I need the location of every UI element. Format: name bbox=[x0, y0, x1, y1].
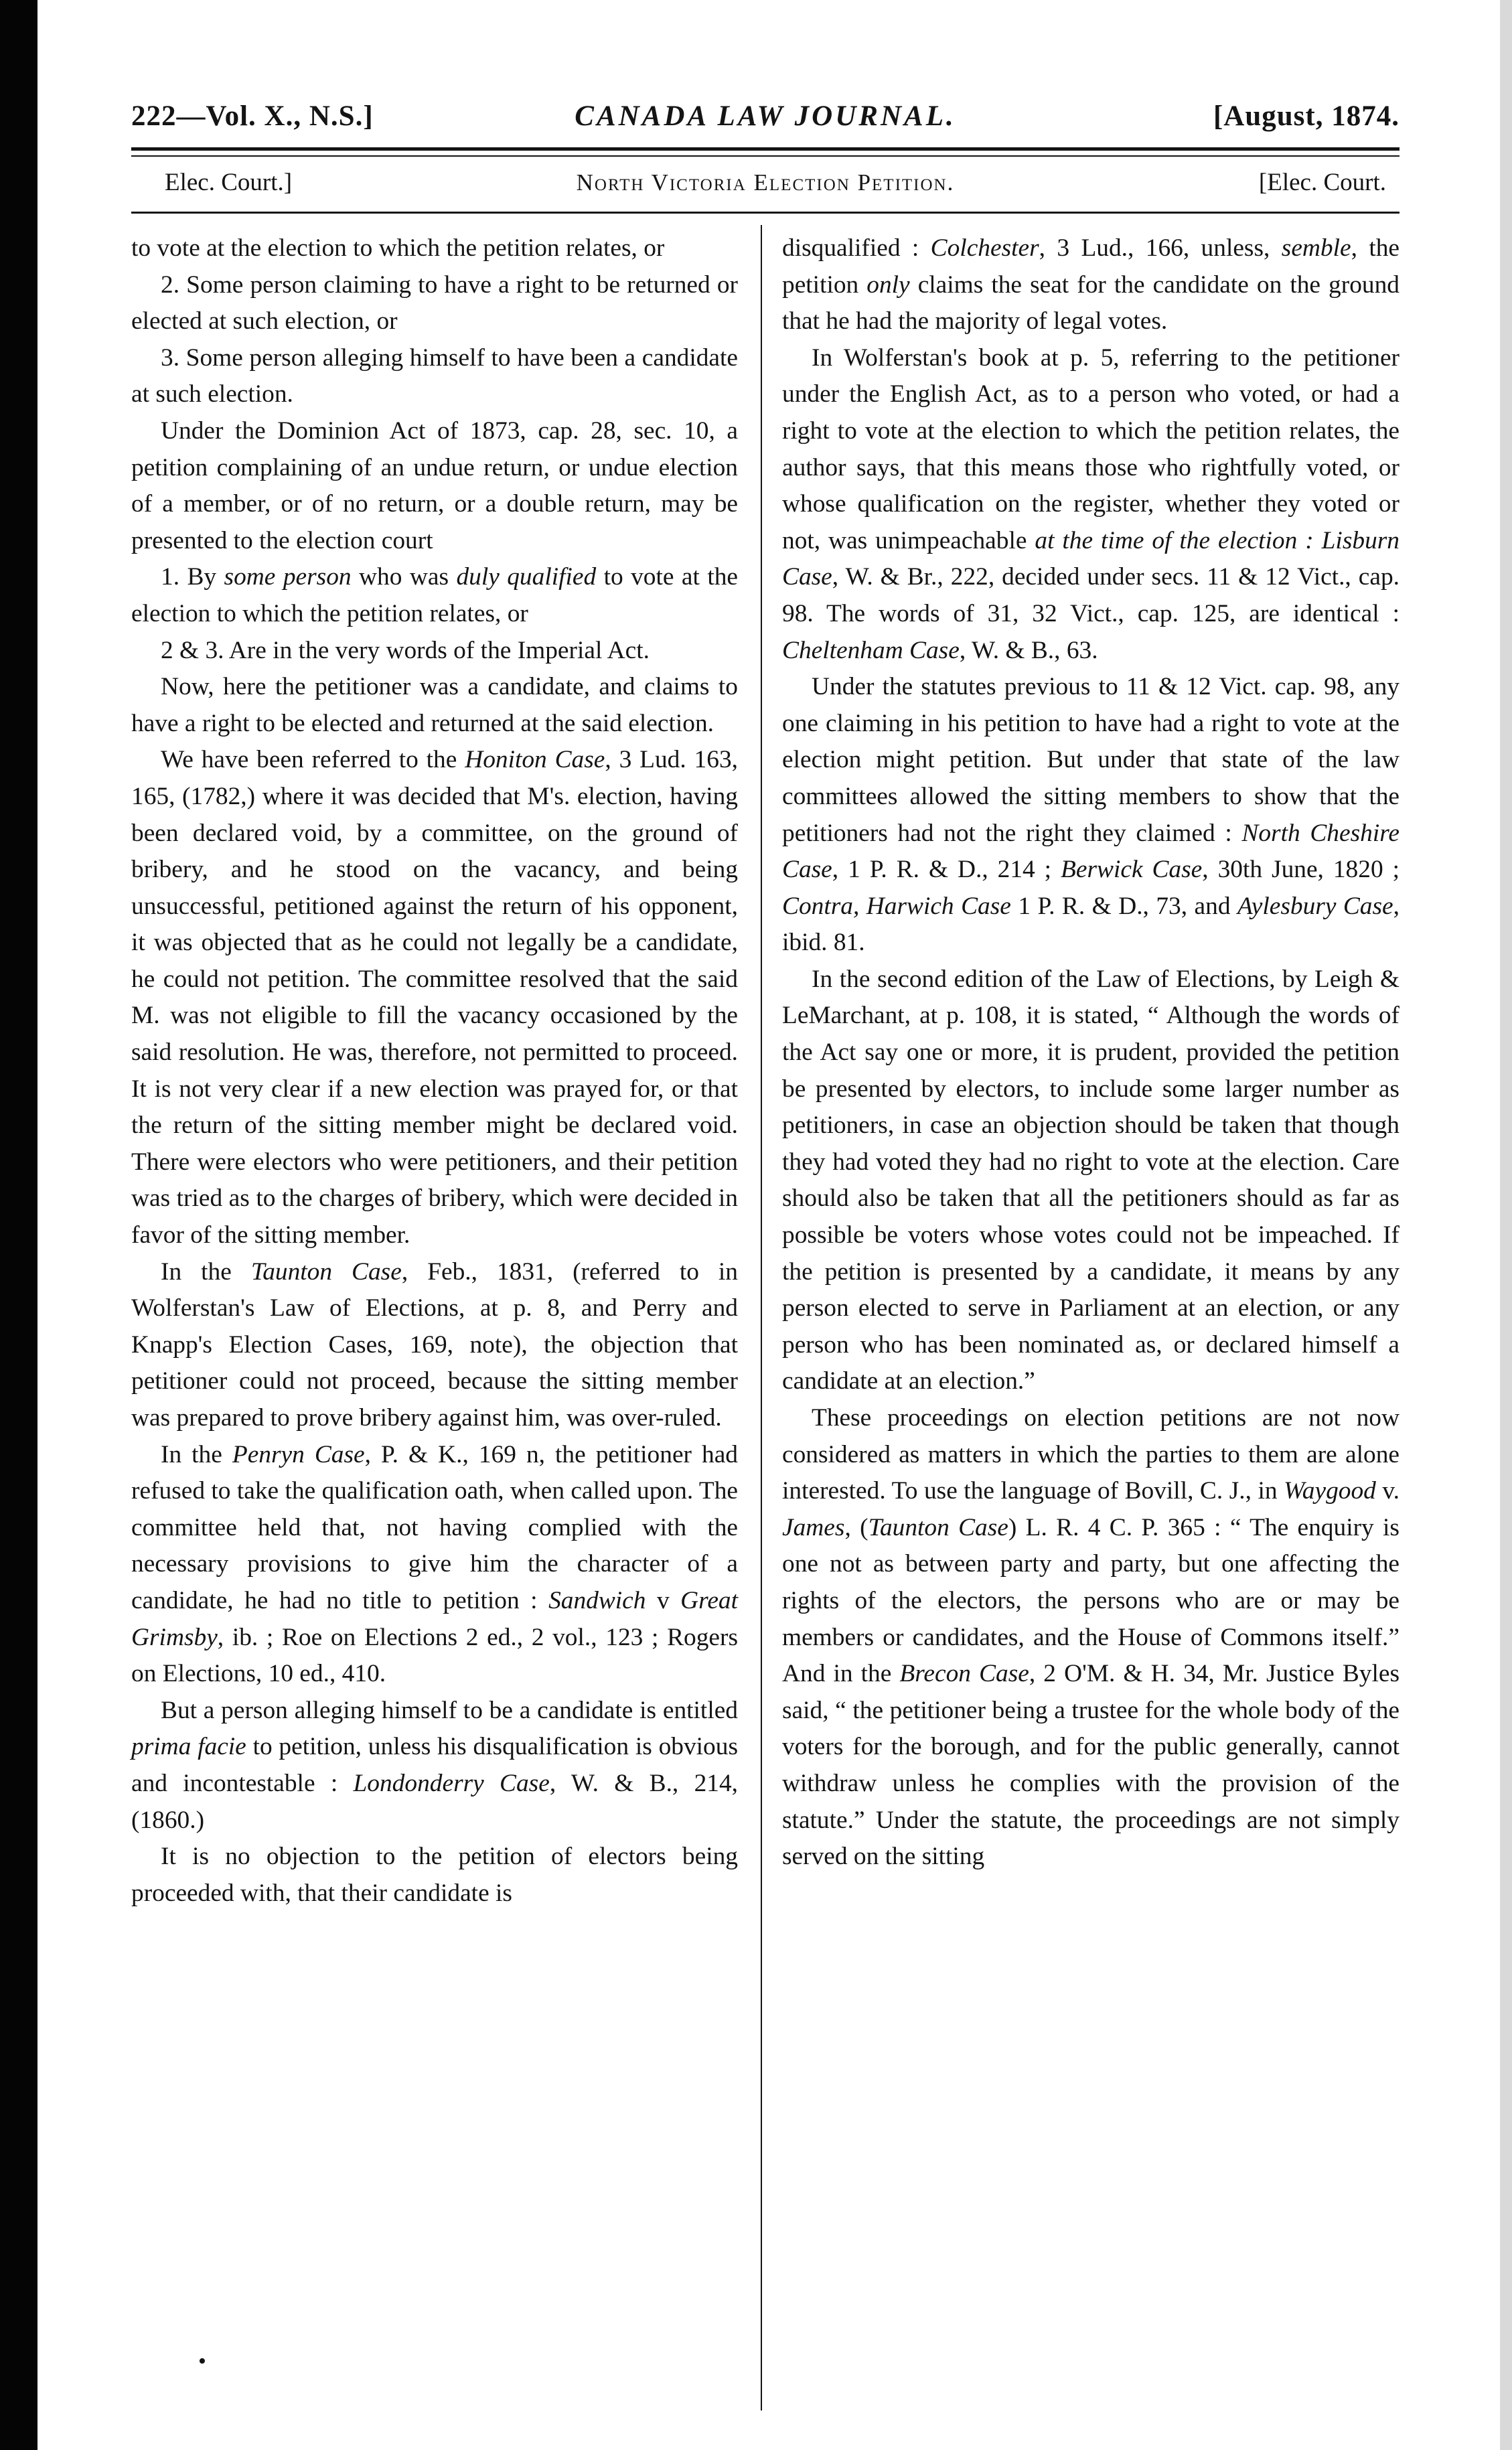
running-head-volume: 222—Vol. X., N.S.] bbox=[131, 100, 374, 132]
italic-citation: Taunton Case bbox=[868, 1513, 1008, 1541]
paragraph bbox=[782, 669, 1400, 962]
section-head-court-right: [Elec. Court. bbox=[1258, 169, 1386, 196]
text-run: 1 P. R. & D., 73, and bbox=[1010, 892, 1237, 920]
paragraph bbox=[131, 742, 738, 1253]
text-run: disqualified : bbox=[782, 234, 931, 262]
italic-citation: North Cheshire Case bbox=[782, 819, 1400, 884]
italic-citation: Penryn Case bbox=[232, 1440, 365, 1468]
paragraph bbox=[131, 1437, 738, 1693]
text-run: v. bbox=[1375, 1477, 1400, 1505]
running-head bbox=[131, 90, 1400, 143]
text-run: 1. By bbox=[161, 563, 224, 591]
paragraph bbox=[131, 559, 738, 632]
text-run: In the bbox=[161, 1440, 232, 1468]
text-run: who was bbox=[351, 563, 457, 591]
text-run: , ( bbox=[844, 1513, 868, 1541]
text-run: 2. Some person claiming to have a right to be returned or elected at such election, or bbox=[131, 271, 738, 335]
paragraph bbox=[131, 1839, 738, 1912]
text-run: ) L. R. 4 C. P. 365 : “ The enquiry is one not as between party and party, but one affecting the rights of the electors, the persons who are or may be members or candidates, and the House of Commons itself.” And in the bbox=[782, 1513, 1400, 1688]
text-run: claims the seat for the candidate on the ground that he had the majority of legal votes. bbox=[782, 271, 1400, 335]
double-rule-thin bbox=[131, 155, 1400, 157]
italic-citation: Aylesbury Case bbox=[1237, 892, 1393, 920]
italic-citation: Waygood bbox=[1284, 1477, 1376, 1505]
text-run: , 3 Lud. 163, 165, (1782,) where it was decided that M's. election, having been declared void, by a committee, on the ground of bribery, and he stood on the vacancy, and being unsuccessful, petitioned against the return of his opponent, it was objected that as he could not legally be a candidate, he could not petition. The committee resolved that the said M. was not eligible to fill the vacancy occasioned by the said resolution. He was, therefore, not permitted to proceed. It is not very clear if a new election was prayed for, or that the return of the sitting member might be declared void. There were electors who were petitioners, and their petition was tried as to the charges of bribery, which were decided in favor of the sitting member. bbox=[131, 746, 738, 1249]
italic-citation: James bbox=[782, 1513, 845, 1541]
text-run: , Feb., 1831, (referred to in Wolferstan's Law of Elections, at p. 8, and Perry and Knapp's Election Cases, 169, note), the objection that petitioner could not proceed, because the sitting member was prepared to prove bribery against him, was over-ruled. bbox=[131, 1257, 738, 1432]
italic-citation: Londonderry Case bbox=[353, 1769, 550, 1797]
section-head-court-left: Elec. Court.] bbox=[165, 169, 293, 196]
paragraph bbox=[782, 230, 1400, 340]
italic-citation: at the time of the election : Lisburn Case bbox=[782, 526, 1400, 591]
paragraph bbox=[131, 633, 738, 670]
italic-citation: Colchester bbox=[930, 234, 1039, 262]
margin-mark: • bbox=[198, 2349, 206, 2374]
section-rule bbox=[131, 212, 1400, 214]
text-run: It is no objection to the petition of electors being proceeded with, that their candidate is bbox=[131, 1843, 738, 1907]
text-run: , 1 P. R. & D., 214 ; bbox=[832, 856, 1061, 884]
italic-citation: Great Grimsby bbox=[131, 1586, 739, 1651]
text-run: to vote at the election to which the petition relates, or bbox=[131, 563, 739, 627]
text-run: , P. & K., 169 n, the petitioner had refused to take the qualification oath, when called upon. The committee held that, not having complied with the necessary provisions to give him the character of a candidate, he had no title to petition : bbox=[131, 1440, 739, 1614]
text-run: , the petition bbox=[782, 234, 1400, 299]
left-column bbox=[131, 230, 738, 1912]
text-run: , 30th June, 1820 ; bbox=[1202, 856, 1400, 884]
text-run: Under the Dominion Act of 1873, cap. 28, sec. 10, a petition complaining of an undue return, or undue election of a member, or of no return, or a double return, may be presented to the election court bbox=[131, 416, 738, 554]
paragraph bbox=[782, 1400, 1400, 1875]
text-run: , 2 O'M. & H. 34, Mr. Justice Byles said, “ the petitioner being a trustee for the whole body of the voters for the borough, and for the public generally, cannot withdraw unless he complies with the provision of the statute.” Under the statute, the proceedings are not simply served on the sitting bbox=[782, 1660, 1400, 1871]
italic-citation: some person bbox=[224, 563, 352, 591]
column-divider bbox=[761, 225, 762, 2410]
italic-citation: semble bbox=[1281, 234, 1351, 262]
section-head-case-title: North Victoria Election Petition. bbox=[576, 169, 955, 196]
double-rule-thick bbox=[131, 147, 1400, 151]
text-run: In Wolferstan's book at p. 5, referring to the petitioner under the English Act, as to a person who voted, or had a right to vote at the election to which the petition relates, the author says, that this means those who rightfully voted, or whose qualification on the register, whether they voted or not, was unimpeachable bbox=[782, 343, 1400, 554]
text-run: Under the statutes previous to 11 & 12 Vict. cap. 98, any one claiming in his petition to have had a right to vote at the election might petition. But under that state of the law committees allowed the sitting members to show that the petitioners had not the right they claimed : bbox=[782, 673, 1400, 847]
text-run: , W. & B., 214, (1860.) bbox=[131, 1769, 738, 1834]
text-run: We have been referred to the bbox=[161, 746, 465, 774]
text-run: In the second edition of the Law of Elections, by Leigh & LeMarchant, at p. 108, it is stated, “ Although the words of the Act say one or more, it is prudent, provided the petition be presented by electors, to include some larger number as petitioners, in case an objection should be taken that though they had voted they had no right to vote at the election. Care should also be taken that all the petitioners should as far as possible be voters whose votes could not be impeached. If the petition is presented by a candidate, it means by any person elected to serve in Parliament at an election, or any person who has been nominated as, or declared himself a candidate at an election.” bbox=[782, 965, 1400, 1395]
scan-edge-right bbox=[1500, 0, 1512, 2450]
text-run: , W. & Br., 222, decided under secs. 11 & 12 Vict., cap. 98. The words of 31, 32 Vict., cap. 125, are identical : bbox=[782, 563, 1400, 627]
paragraph bbox=[131, 413, 738, 559]
text-run: In the bbox=[161, 1257, 251, 1286]
paragraph bbox=[131, 669, 738, 742]
italic-citation: duly qualified bbox=[456, 563, 597, 591]
paragraph bbox=[131, 1693, 738, 1839]
text-run: Now, here the petitioner was a candidate, and claims to have a right to be elected and returned at the said election. bbox=[131, 673, 738, 737]
italic-citation: only bbox=[866, 271, 910, 299]
section-head bbox=[131, 161, 1400, 205]
italic-citation: Contra, Harwich Case bbox=[782, 892, 1011, 920]
text-run: , 3 Lud., 166, unless, bbox=[1039, 234, 1282, 262]
paragraph bbox=[131, 267, 738, 340]
text-run: But a person alleging himself to be a candidate is entitled bbox=[161, 1696, 738, 1724]
italic-citation: Honiton Case bbox=[465, 746, 605, 774]
text-run: , W. & B., 63. bbox=[959, 636, 1098, 664]
italic-citation: Brecon Case bbox=[899, 1660, 1029, 1688]
italic-citation: Sandwich bbox=[548, 1586, 646, 1614]
text-run: to petition, unless his disqualification is obvious and incontestable : bbox=[131, 1733, 738, 1797]
running-head-date: [August, 1874. bbox=[1213, 100, 1400, 132]
journal-page bbox=[131, 80, 1400, 2424]
italic-citation: prima facie bbox=[131, 1733, 246, 1761]
paragraph bbox=[782, 962, 1400, 1400]
text-run: , ibid. 81. bbox=[782, 892, 1400, 957]
right-column bbox=[782, 230, 1400, 1875]
italic-citation: Cheltenham Case bbox=[782, 636, 960, 664]
paragraph bbox=[131, 230, 738, 267]
text-run: 2 & 3. Are in the very words of the Imperial Act. bbox=[161, 636, 650, 664]
text-run: 3. Some person alleging himself to have been a candidate at such election. bbox=[131, 343, 738, 408]
running-head-journal-title: CANADA LAW JOURNAL. bbox=[575, 100, 956, 132]
paragraph bbox=[782, 340, 1400, 669]
text-run: , ib. ; Roe on Elections 2 ed., 2 vol., 123 ; Rogers on Elections, 10 ed., 410. bbox=[131, 1623, 738, 1688]
paragraph bbox=[131, 340, 738, 413]
text-run: to vote at the election to which the petition relates, or bbox=[131, 234, 665, 262]
italic-citation: Berwick Case bbox=[1061, 856, 1203, 884]
scan-edge-left bbox=[0, 0, 37, 2450]
paragraph bbox=[131, 1254, 738, 1437]
italic-citation: Taunton Case bbox=[250, 1257, 402, 1286]
text-run: These proceedings on election petitions are not now considered as matters in which the parties to them are alone interested. To use the language of Bovill, C. J., in bbox=[782, 1404, 1400, 1505]
text-run: v bbox=[646, 1586, 681, 1614]
